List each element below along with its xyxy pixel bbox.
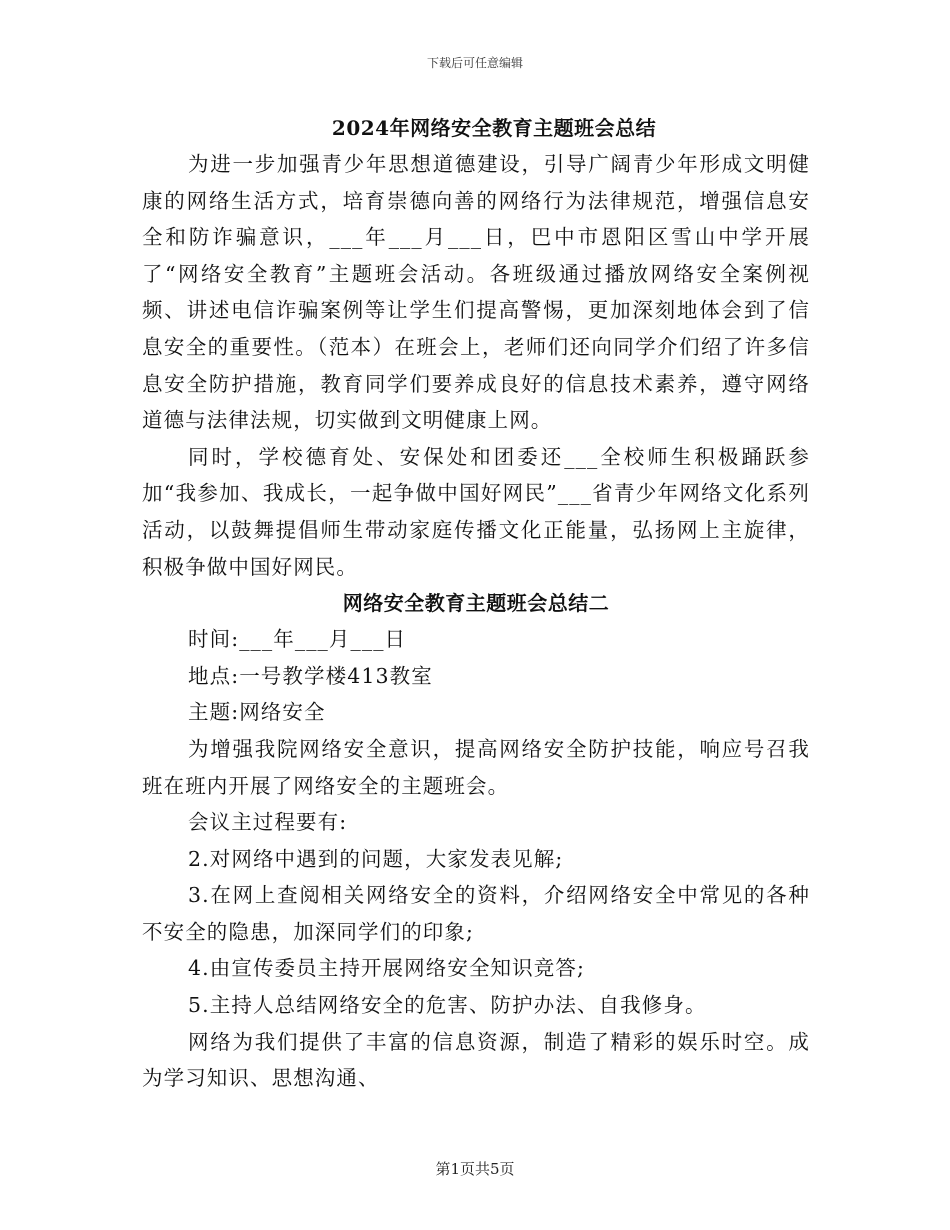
topic-line: 主题:网络安全	[188, 700, 326, 725]
closing-paragraph: 网络为我们提供了丰富的信息资源，制造了精彩的娱乐时空。成为学习知识、思想沟通、	[142, 1029, 810, 1091]
document-title: 2024年网络安全教育主题班会总结	[331, 116, 657, 140]
process-heading: 会议主过程要有:	[188, 810, 348, 835]
list-item: 4.由宣传委员主持开展网络安全知识竞答;	[188, 956, 585, 981]
purpose-paragraph: 为增强我院网络安全意识，提高网络安全防护技能，响应号召我班在班内开展了网络安全的主题班会。	[142, 736, 810, 798]
section-title: 网络安全教育主题班会总结二	[342, 591, 610, 616]
intro-paragraph: 为进一步加强青少年思想道德建设，引导广阔青少年形成文明健康的网络生活方式，培育崇德向善的网络行为法律规范，增强信息安全和防诈骗意识，___年___月___日，巴中市恩阳区雪山中学开展了“网络安全教育”主题班会活动。各班级通过播放网络安全案例视频、讲述电信诈骗案例等让学生们提高警惕，更加深刻地体会到了信息安全的重要性。（范本）在班会上，老师们还向同学介们绍了许多信息安全防护措施，教育同学们要养成良好的信息技术素养，遵守网络道德与法律法规，切实做到文明健康上网。	[142, 152, 810, 433]
document-body	[142, 110, 810, 1097]
place-line: 地点:一号教学楼413教室	[188, 663, 433, 688]
time-line: 时间:___年___月___日	[188, 627, 407, 652]
list-item: 2.对网络中遇到的问题，大家发表见解;	[188, 846, 564, 871]
page-header: 下载后可任意编辑	[426, 56, 523, 70]
list-item: 5.主持人总结网络安全的危害、防护办法、自我修身。	[188, 993, 707, 1018]
list-item: 3.在网上查阅相关网络安全的资料，介绍网络安全中常见的各种不安全的隐患，加深同学们的印象;	[142, 883, 810, 944]
second-paragraph: 同时，学校德育处、安保处和团委还___全校师生积极踊跃参加“我参加、我成长，一起争做中国好网民”___省青少年网络文化系列活动，以鼓舞提倡师生带动家庭传播文化正能量，弘扬网上主旋律，积极争做中国好网民。	[142, 444, 810, 579]
page-footer: 第1页共5页	[435, 1160, 515, 1178]
